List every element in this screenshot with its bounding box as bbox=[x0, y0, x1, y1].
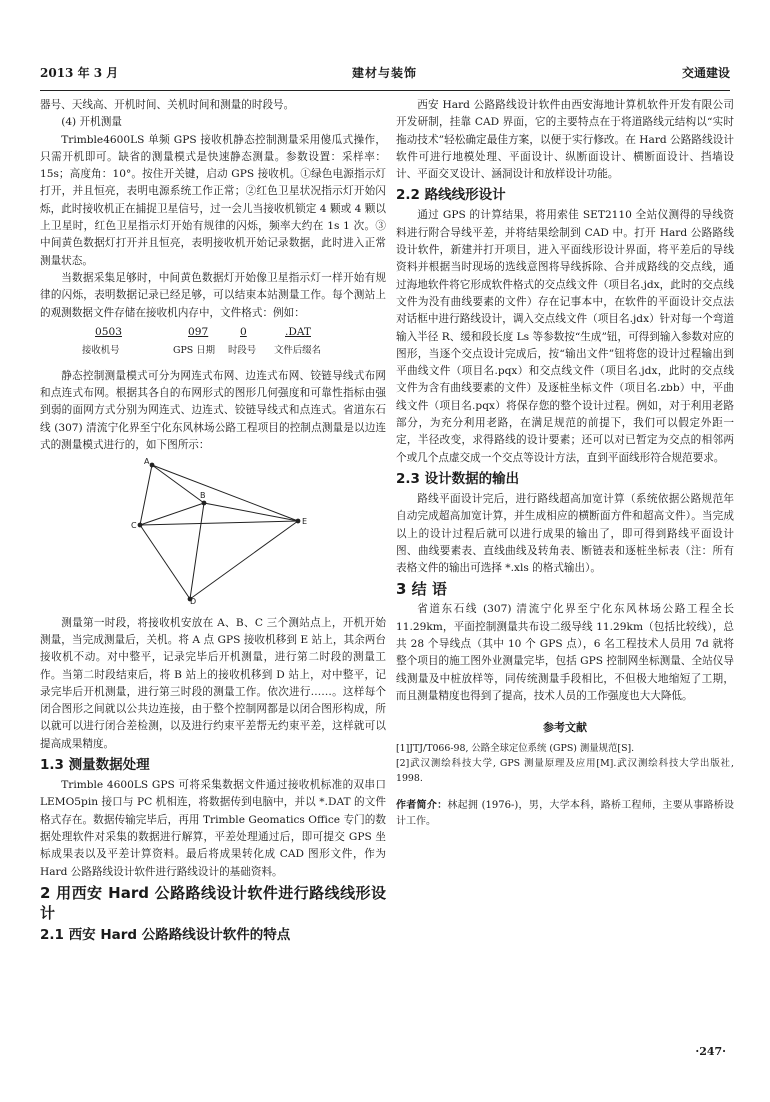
heading-2-1: 2.1 西安 Hard 公路路线设计软件的特点 bbox=[40, 926, 291, 943]
edge-b-c bbox=[140, 503, 204, 525]
heading-1-3: 1.3 测量数据处理 bbox=[40, 757, 150, 774]
station-c bbox=[138, 523, 143, 528]
reference-item: [1]JTJ/T066-98, 公路全球定位系统 (GPS) 测量规范[S]. bbox=[396, 742, 635, 754]
file-label-session: 时段号 bbox=[228, 344, 257, 356]
edge-e-d bbox=[190, 521, 298, 599]
edge-a-b bbox=[152, 465, 204, 503]
file-label-receiver: 接收机号 bbox=[82, 344, 120, 356]
label-a: A bbox=[144, 457, 150, 467]
paragraph: 路线平面设计完后，进行路线超高加宽计算（系统依据公路规范年自动完成超高加宽计算，并生成相应的横断面方件和超高文件）。当完成以上的设计过程后就可以进行成果的输出了，即可得到路线平面设计图、曲线要素表、直线曲线及转角表、断链表和逐桩坐标表（注：所有表格文件的输出可选择 *.xls 的格式输出）。 bbox=[396, 492, 734, 575]
paragraph: 西安 Hard 公路路线设计软件由西安海地计算机软件开发有限公司开发研制，挂靠 CAD 界面，它的主要特点在于将道路线元结构以“实时拖动技术”轻松确定最佳方案，以便于实行修改。在 Hard 公路路线设计软件可进行地模处理、平面设计、纵断面设计、横断面设计、挡墙设计、平面交叉设计、涵洞设计和放样设计功能。 bbox=[396, 99, 734, 181]
issue-date: 2013 年 3 月 bbox=[40, 66, 119, 80]
edge-c-d bbox=[140, 525, 190, 599]
heading-2: 2 用西安 Hard 公路路线设计软件进行路线线形设计 bbox=[40, 883, 386, 922]
file-part-date: 097 bbox=[188, 325, 209, 338]
station-e bbox=[296, 519, 301, 524]
edge-a-e bbox=[152, 465, 298, 521]
label-e: E bbox=[302, 517, 308, 527]
label-c: C bbox=[131, 521, 137, 531]
edge-c-e bbox=[140, 521, 298, 525]
journal-title: 建材与装饰 bbox=[352, 66, 418, 80]
file-part-session: 0 bbox=[240, 325, 247, 338]
page-header bbox=[40, 62, 730, 84]
references-title: 参考文献 bbox=[543, 721, 587, 735]
heading-2-2: 2.2 路线线形设计 bbox=[396, 187, 506, 204]
section-title: 交通建设 bbox=[681, 66, 730, 80]
edge-a-c bbox=[140, 465, 152, 525]
file-part-receiver: 0503 bbox=[95, 325, 122, 338]
right-column bbox=[396, 97, 734, 830]
page-number: ·247· bbox=[695, 1045, 726, 1058]
edge-b-e bbox=[204, 503, 298, 521]
paragraph: 通过 GPS 的计算结果，将用索佳 SET2110 全站仪测得的导线资料进行附合导线平差，并将结果绘制到 CAD 中。打开 Hard 公路路线设计软件，新建并打开项目，进入平面线形设计界面，将平差后的导线资料并根据当时现场的选线意图将导线拆除、合并成路线的交点线，通过海地软件将它形成软件格式的交点线文件（项目名.jdx，此时的交点线文件为没有曲线要素的文件）存在记事本中，在软件的平面设计交点法对话框中进行路线设计，调入交点线文件（项目名.jdx）针对每一个弯道输入半径 R、缓和段长度 Ls 等参数按“生成”钮，可得到输入参数对应的图形，当逐个交点设计完成后，按“输出文件”钮将您的设计过程输出到平曲线文件（项目名.pqx）和交点线文件（项目名.jdx，此时的交点线文件为含有曲线要素的文件）及逐桩坐标文件（项目名.zbb）中，平曲线文件（项目名.pqx）将保存您的整个设计过程。例如，对于利用老路部分，为充分利用老路，在满足规范的前提下，我们可以假定外距一定，半径改变，求得路线的设计要素；还可以对已暂定为交点的相邻两个或几个点虚交成一个交点等设计方法，直到平面线形符合规范要求。 bbox=[396, 209, 735, 464]
paragraph: 当数据采集足够时，中间黄色数据灯开始像卫星指示灯一样开始有规律的闪烁，表明数据记录已经足够，可以结束本站测量工作。每个测站上的观测数据文件存储在接收机内存中，文件格式：例如： bbox=[40, 271, 386, 319]
author-bio bbox=[396, 798, 734, 830]
heading-3: 3 结 语 bbox=[396, 580, 447, 599]
edge-b-d bbox=[190, 503, 204, 599]
file-part-extension: .DAT bbox=[285, 325, 311, 338]
paragraph: Trimble 4600LS GPS 可将采集数据文件通过接收机标准的双串口 LEMO5pin 接口与 PC 机相连，将数据传到电脑中，并以 *.DAT 的文件格式存在。数据传输完毕后，再用 Trimble Geomatics Office 专门的数据处理软件对采集的数据进行解算，平差处理通过后，即可提交 GPS 坐标成果表以及平差计算资料。最后将成果转化成 CAD 图形文件，作为 Hard 公路路线设计软件进行路线设计的基础资料。 bbox=[40, 779, 386, 878]
paragraph: 器号、天线高、开机时间、关机时间和测量的时段号。 bbox=[40, 99, 295, 111]
paragraph: 省道东石线 (307) 清流宁化界至宁化东风林场公路工程全长 11.29km，平面控制测量共布设二级导线 11.29km（包括比较线），总共 28 个导线点（其中 10 个 GPS 点），6 名工程技术人员用 7d 就将整个项目的施工图外业测量完毕，包括 GPS 控制网坐标测量、全站仪导线测量及中桩放样等，同传统测量手段相比，不但极大地缩短了工期，而且测量精度也得到了提高，技术人员的工作强度也大大降低。 bbox=[396, 603, 734, 702]
author-text: 林起拥 (1976-)，男，大学本科，路桥工程师，主要从事路桥设计工作。 bbox=[396, 799, 735, 827]
file-label-extension: 文件后缀名 bbox=[274, 344, 321, 356]
file-name-format bbox=[40, 324, 386, 366]
left-column bbox=[40, 97, 386, 947]
label-d: D bbox=[190, 597, 197, 606]
reference-item: [2]武汉测绘科技大学, GPS 测量原理及应用[M].武汉测绘科技大学出版社, 1998. bbox=[396, 757, 734, 784]
paragraph: 测量第一时段，将接收机安放在 A、B、C 三个测站点上，开机开始测量，当完成测量后，关机。将 A 点 GPS 接收机移到 E 站上，其余两台接收机不动。对中整平，记录完毕后开机测量，进行第二时段的测量工作。当第二时段结束后，将 B 站上的接收机移到 D 站上，对中整平，记录完毕后开机测量，进行第三时段的测量工作。依次进行……。这样每个闭合图形之间就以公共边连接，由于整个控制网都是以闭合图形构成，所以就可以进行闭合差检测，以及进行约束平差帮无约束平差，这样就可以提高成果精度。 bbox=[40, 616, 386, 750]
paragraph: 静态控制测量模式可分为网连式布网、边连式布网、铰链导线式布网和点连式布网。根据其各自的布网形式的图形几何强度和可靠性指标由强到弱的面网方式分别为网连式、边连式、铰链导线式和点连式。省道东石线 (307) 清流宁化界至宁化东风林场公路工程项目的控制点测量是以边连式的测量模式进行的，如下图所示： bbox=[40, 369, 386, 452]
paragraph: Trimble4600LS 单频 GPS 接收机静态控制测量采用傻瓜式操作，只需开机即可。缺省的测量模式是快速静态测量。参数设置：采样率：15s；高度角：10°。按住开关键，启动 GPS 接收机。①绿色电源指示灯打开，并且恒亮，表明电源系统工作正常；②红色卫星状况指示灯开始闪烁，此时接收机正在捕捉卫星信号，过一会儿当接收机锁定 4 颗或 4 颗以上卫星时，红色卫星指示灯开始有规律的闪烁，频率大约在 1s 1 次。③中间黄色数据灯打开并且恒亮，表明接收机开始记录数据，此时进入正常测量状态。 bbox=[40, 133, 386, 267]
station-a bbox=[150, 463, 155, 468]
heading-2-3: 2.3 设计数据的输出 bbox=[396, 470, 520, 487]
author-label: 作者简介： bbox=[396, 799, 448, 811]
label-b: B bbox=[200, 491, 206, 501]
file-label-date: GPS 日期 bbox=[173, 344, 215, 356]
subheading-power-on: (4) 开机测量 bbox=[61, 116, 122, 129]
header-rule bbox=[40, 90, 730, 91]
station-b bbox=[202, 501, 207, 506]
gps-network-diagram bbox=[40, 457, 386, 605]
